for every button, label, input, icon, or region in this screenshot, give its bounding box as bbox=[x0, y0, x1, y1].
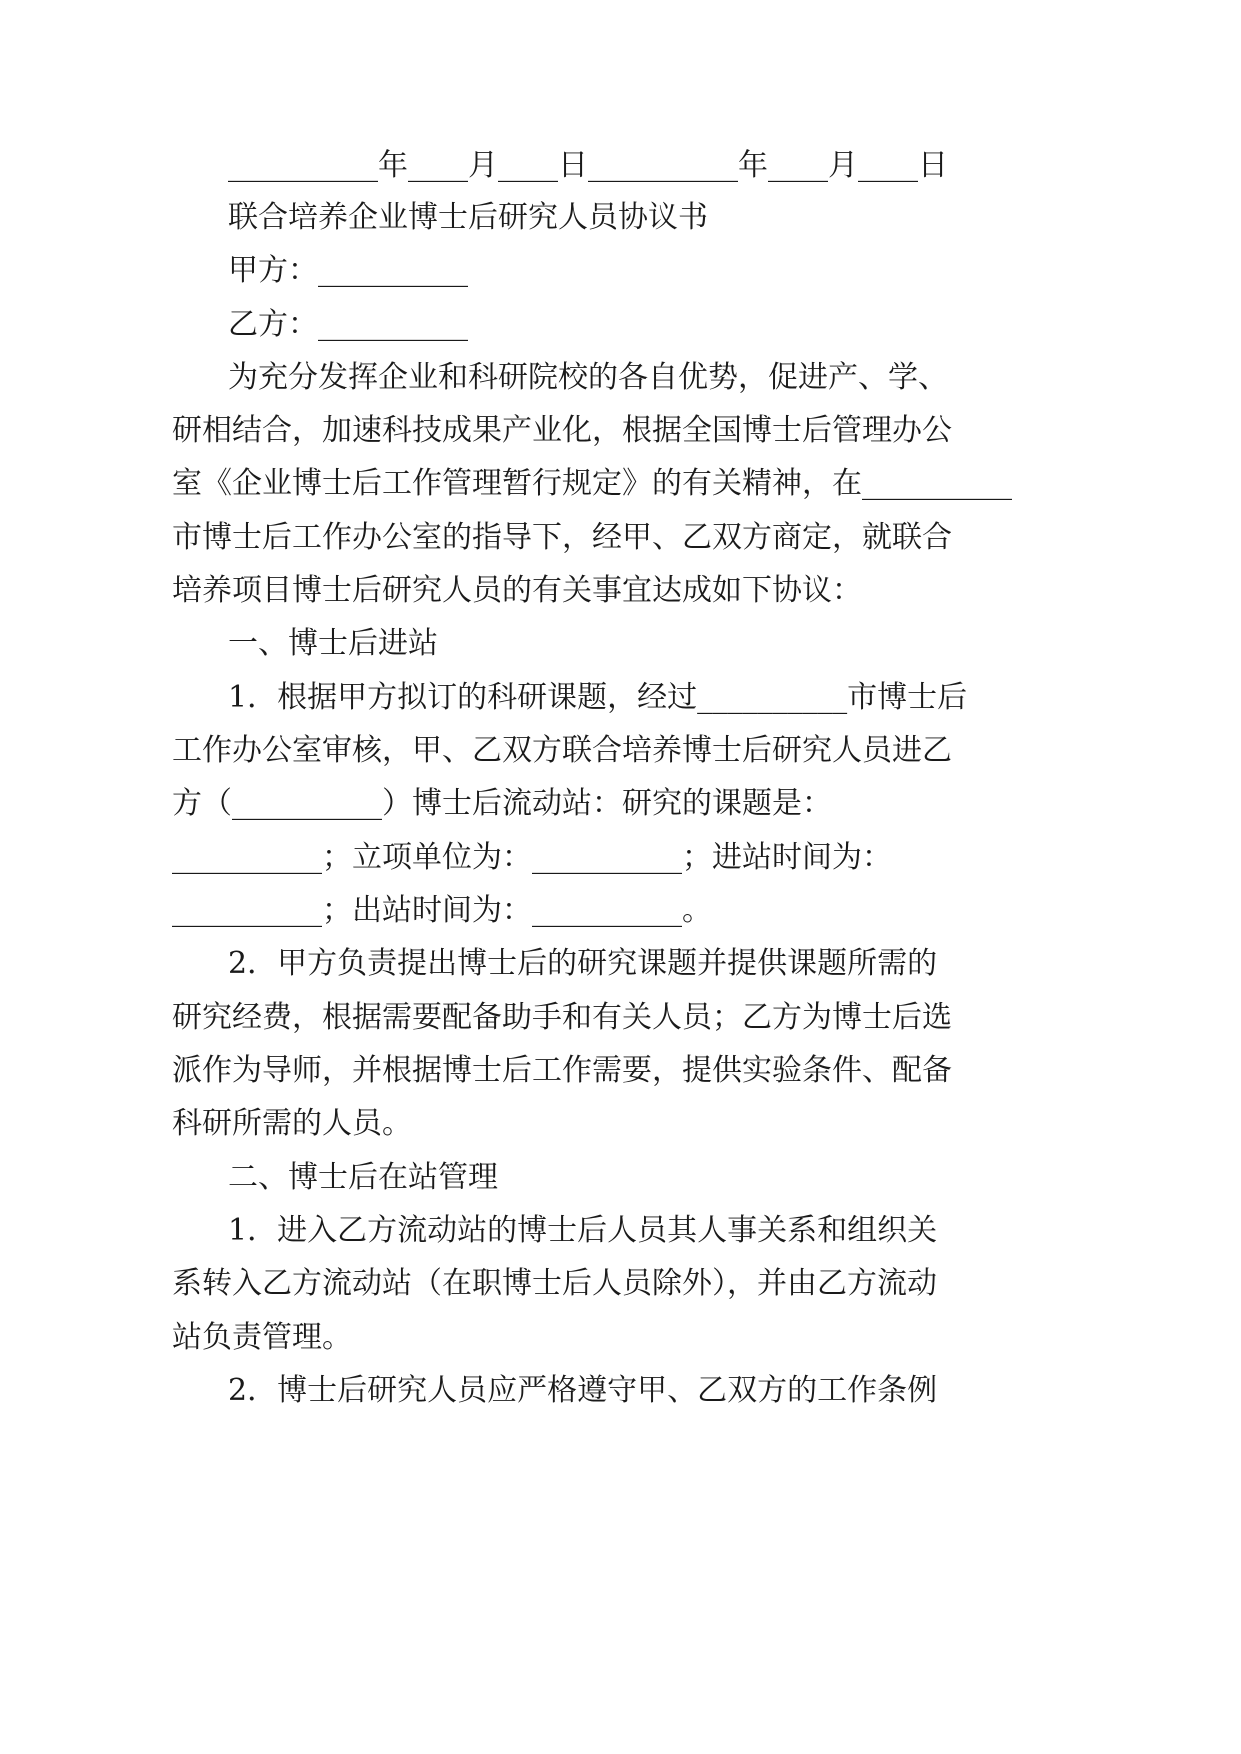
date-line: __________年____月____日__________年____月____日 bbox=[228, 148, 948, 183]
clause-line: 工作办公室审核，甲、乙双方联合培养博士后研究人员进乙 bbox=[172, 733, 952, 768]
clause-line: 科研所需的人员。 bbox=[172, 1106, 412, 1141]
clause-line: 1．进入乙方流动站的博士后人员其人事关系和组织关 bbox=[228, 1213, 938, 1248]
intro-line: 为充分发挥企业和科研院校的各自优势，促进产、学、 bbox=[228, 360, 948, 395]
clause-line: 2．甲方负责提出博士后的研究课题并提供课题所需的 bbox=[228, 946, 938, 981]
section-heading: 一、博士后进站 bbox=[228, 626, 438, 661]
intro-line: 培养项目博士后研究人员的有关事宜达成如下协议： bbox=[172, 573, 862, 608]
party-b-line: 乙方：__________ bbox=[228, 307, 468, 342]
clause-line: 站负责管理。 bbox=[172, 1320, 352, 1355]
clause-line: 派作为导师，并根据博士后工作需要，提供实验条件、配备 bbox=[172, 1053, 952, 1088]
intro-line: 室《企业博士后工作管理暂行规定》的有关精神，在__________ bbox=[172, 466, 1012, 501]
clause-line: 方（__________）博士后流动站：研究的课题是： bbox=[172, 786, 832, 821]
clause-line: 2．博士后研究人员应严格遵守甲、乙双方的工作条例 bbox=[228, 1373, 938, 1408]
section-heading: 二、博士后在站管理 bbox=[228, 1160, 498, 1195]
clause-line: __________；立项单位为：__________；进站时间为： bbox=[172, 840, 892, 875]
intro-line: 研相结合，加速科技成果产业化，根据全国博士后管理办公 bbox=[172, 413, 952, 448]
party-a-line: 甲方：__________ bbox=[228, 253, 468, 288]
clause-line: 研究经费，根据需要配备助手和有关人员；乙方为博士后选 bbox=[172, 1000, 952, 1035]
clause-line: 1．根据甲方拟订的科研课题，经过__________市博士后 bbox=[228, 680, 968, 715]
document-title: 联合培养企业博士后研究人员协议书 bbox=[228, 200, 708, 235]
intro-line: 市博士后工作办公室的指导下，经甲、乙双方商定，就联合 bbox=[172, 520, 952, 555]
clause-line: 系转入乙方流动站（在职博士后人员除外），并由乙方流动 bbox=[172, 1266, 937, 1301]
clause-line: __________；出站时间为：__________。 bbox=[172, 893, 712, 928]
